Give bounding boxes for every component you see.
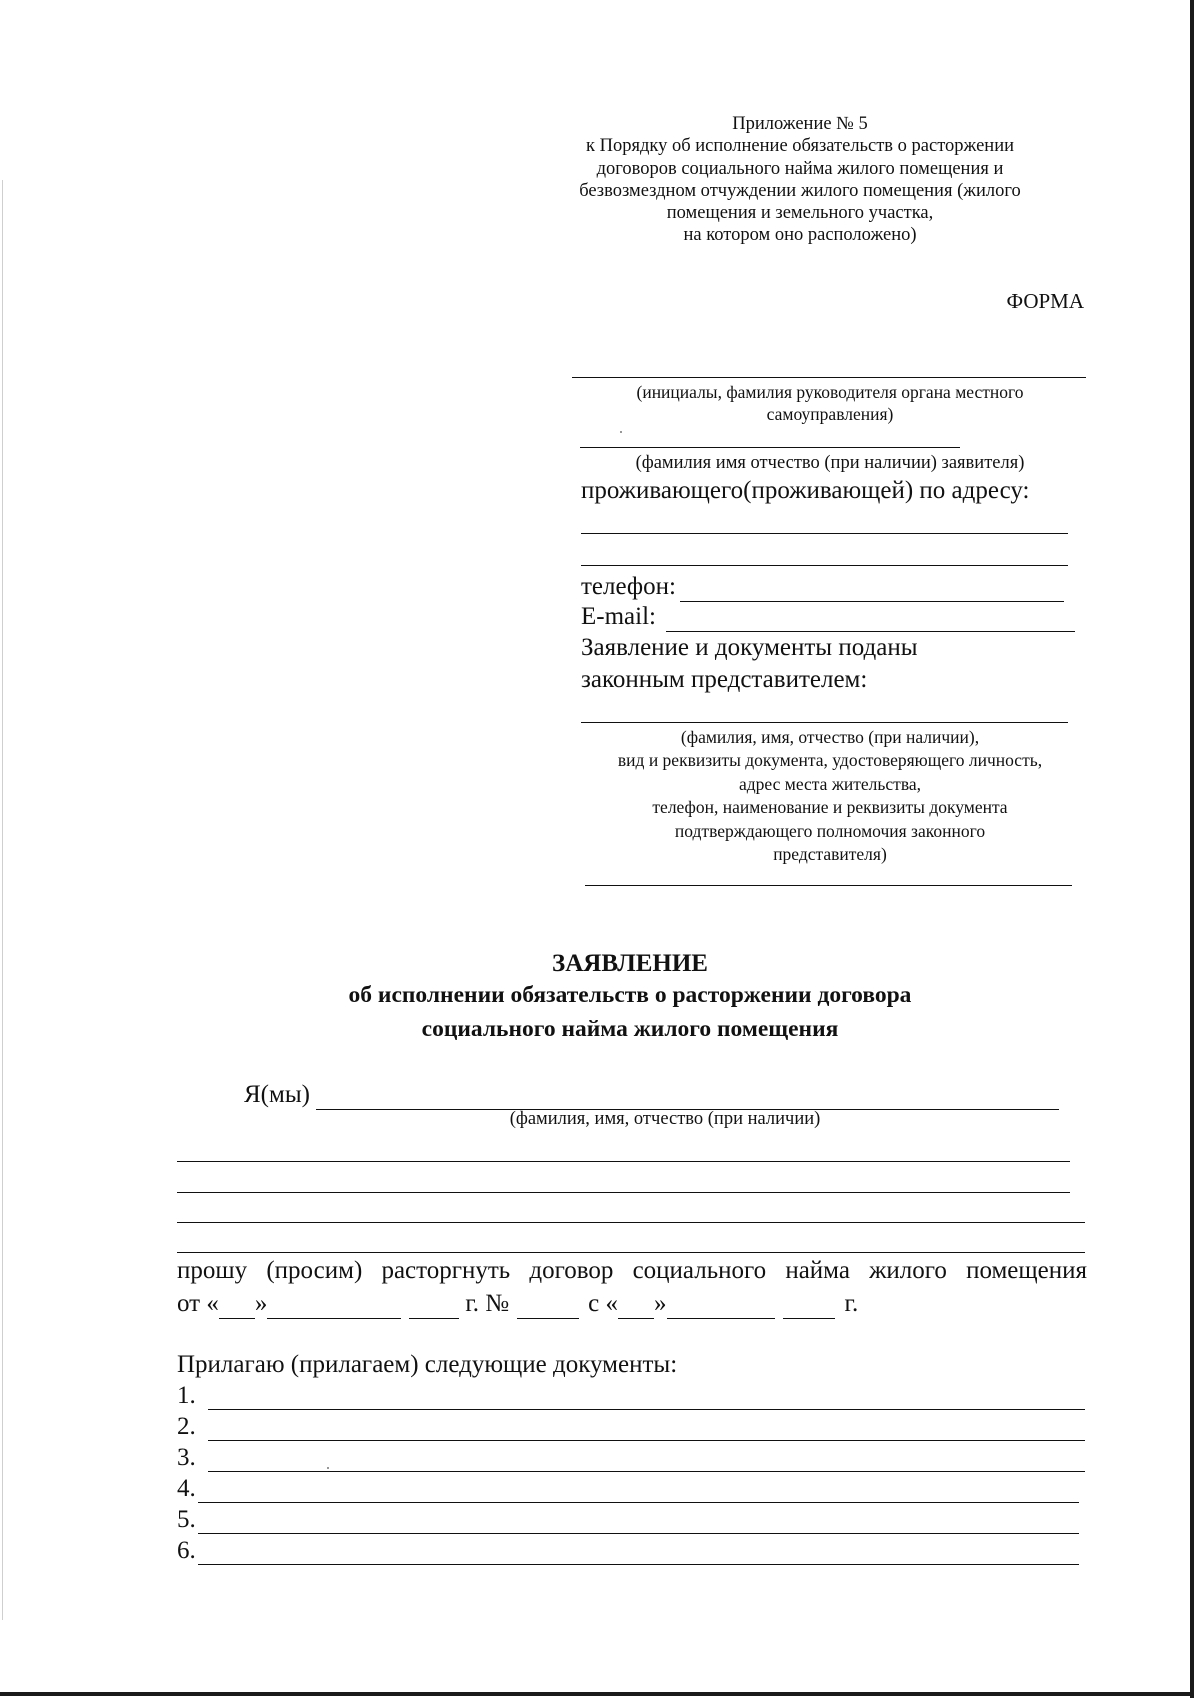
annex-line: на котором оно расположено) [683, 225, 917, 246]
contract-month-field[interactable] [267, 1298, 401, 1319]
attachment-number: 1. [177, 1382, 196, 1409]
quote-close: » [254, 1290, 268, 1317]
name-caption: (фамилия, имя, отчество (при наличии) [509, 1109, 821, 1129]
annex-line: договоров социального найма жилого помещения и [596, 158, 1004, 179]
scan-edge-right [1190, 0, 1194, 1698]
attachment-number: 2. [177, 1413, 196, 1440]
representative-caption-line: представителя) [773, 844, 887, 865]
attachment-number: 4. [177, 1475, 196, 1502]
document-title: ЗАЯВЛЕНИЕ [552, 950, 708, 977]
head-name-field[interactable] [572, 377, 1086, 378]
contract-day-field[interactable] [219, 1298, 255, 1319]
quote-close: » [654, 1290, 667, 1317]
representative-caption-line: подтверждающего полномочия законного [674, 820, 986, 841]
annex-line: помещения и земельного участка, [666, 203, 934, 224]
annex-heading [520, 113, 1080, 247]
applicant-extra-field-2[interactable] [177, 1192, 1070, 1193]
attachment-field[interactable] [198, 1544, 1079, 1565]
request-text: прошу (просим) расторгнуть договор социального найма жилого помещения [177, 1257, 1087, 1284]
scan-speck [327, 1467, 329, 1469]
contract-date-row [177, 1289, 858, 1319]
head-caption-line: (инициалы, фамилия руководителя органа местного [636, 382, 1024, 402]
attachments-intro: Прилагаю (прилагаем) следующие документы: [177, 1351, 678, 1378]
since-year-field[interactable] [783, 1298, 835, 1319]
year-end-label: г. [844, 1290, 859, 1317]
scan-edge-bottom [0, 1692, 1194, 1696]
representative-caption-line: (фамилия, имя, отчество (при наличии), [680, 727, 980, 747]
since-prefix: с « [588, 1290, 619, 1317]
annex-line: к Порядку об исполнение обязательств о расторжении [586, 136, 1014, 157]
attachment-item [177, 1475, 1079, 1503]
representative-line: Заявление и документы поданы [581, 634, 918, 661]
applicant-caption: (фамилия имя отчество (при наличии) заявителя) [635, 453, 1025, 473]
email-field[interactable] [666, 609, 1075, 632]
annex-line: Приложение № 5 [732, 114, 868, 134]
address-field-1[interactable] [581, 533, 1068, 534]
applicant-row [244, 1080, 1059, 1110]
attachment-number: 3. [177, 1444, 196, 1471]
attachment-number: 5. [177, 1506, 196, 1533]
address-field-2[interactable] [581, 565, 1068, 566]
representative-field[interactable] [581, 722, 1068, 723]
email-row [581, 602, 1075, 632]
contract-year-field[interactable] [409, 1298, 459, 1319]
attachment-item [177, 1506, 1079, 1534]
representative-caption-line: адрес места жительства, [739, 773, 921, 794]
attachment-item [177, 1444, 1085, 1472]
attachment-item [177, 1413, 1085, 1441]
email-label: E-mail: [581, 603, 656, 630]
applicant-extra-field-3[interactable] [177, 1222, 1085, 1223]
attachment-item [177, 1537, 1079, 1565]
phone-label: телефон: [581, 573, 676, 600]
applicant-extra-field-1[interactable] [177, 1161, 1070, 1162]
attachment-field[interactable] [208, 1389, 1085, 1410]
head-caption-line: самоуправления) [766, 404, 894, 424]
representative-field-2[interactable] [585, 885, 1072, 886]
since-month-field[interactable] [667, 1298, 775, 1319]
attachment-field[interactable] [198, 1482, 1079, 1503]
attachment-field[interactable] [208, 1451, 1085, 1472]
phone-row [581, 572, 1064, 602]
contract-number-field[interactable] [517, 1298, 579, 1319]
head-caption [560, 381, 1100, 425]
since-day-field[interactable] [618, 1298, 654, 1319]
document-subtitle: социального найма жилого помещения [421, 1016, 839, 1042]
applicant-name-field[interactable] [580, 447, 960, 448]
representative-line: законным представителем: [581, 666, 868, 693]
document-subtitle: об исполнении обязательств о расторжении договора [348, 982, 912, 1008]
representative-caption-line: телефон, наименование и реквизиты документа [652, 797, 1008, 818]
attachment-field[interactable] [208, 1420, 1085, 1441]
address-label: проживающего(проживающей) по адресу: [581, 477, 1030, 504]
applicant-full-name-field[interactable] [316, 1087, 1059, 1110]
attachment-field[interactable] [198, 1513, 1079, 1534]
phone-field[interactable] [680, 579, 1064, 602]
scan-speck [620, 431, 622, 433]
attachment-number: 6. [177, 1537, 196, 1564]
representative-caption-line: вид и реквизиты документа, удостоверяющего личность, [617, 750, 1043, 771]
we-label: Я(мы) [244, 1081, 310, 1108]
attachment-item [177, 1382, 1085, 1410]
scan-edge-left [2, 180, 3, 1620]
year-number-label: г. № [465, 1290, 510, 1317]
annex-line: безвозмездном отчуждении жилого помещения (жилого [579, 180, 1021, 201]
applicant-extra-field-4[interactable] [177, 1252, 1085, 1253]
representative-caption [570, 726, 1090, 866]
form-label: ФОРМА [1006, 289, 1084, 313]
from-prefix: от « [177, 1290, 219, 1317]
